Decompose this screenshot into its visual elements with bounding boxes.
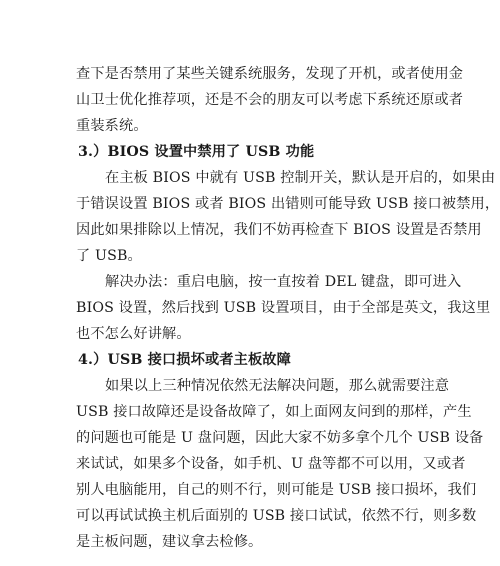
paragraph-line: 解决办法：重启电脑，按一直按着 DEL 键盘，即可进入: [105, 274, 462, 290]
section-heading-usb-port: 4.）USB 接口损坏或者主板故障: [78, 352, 291, 368]
paragraph-line: 山卫士优化推荐项，还是不会的朋友可以考虑下系统还原或者: [76, 92, 464, 108]
paragraph-line: 在主板 BIOS 中就有 USB 控制开关，默认是开启的，如果由: [105, 170, 496, 186]
paragraph-line: 因此如果排除以上情况，我们不妨再检查下 BIOS 设置是否禁用: [76, 222, 482, 238]
paragraph-line: USB 接口故障还是设备故障了，如上面网友问到的那样，产生: [76, 404, 472, 420]
paragraph-line: 也不怎么好讲解。: [76, 326, 191, 342]
paragraph-line: 了 USB。: [76, 248, 142, 264]
paragraph-line: 查下是否禁用了某些关键系统服务，发现了开机，或者使用金: [76, 66, 464, 82]
paragraph-line: 来试试，如果多个设备，如手机、U 盘等都不可以用，又或者: [76, 456, 466, 472]
paragraph-line: 别人电脑能用，自己的则不行，则可能是 USB 接口损坏，我们: [76, 482, 477, 498]
paragraph-line: 是主板问题，建议拿去检修。: [76, 534, 263, 550]
paragraph-line: 重装系统。: [76, 118, 148, 134]
paragraph-line: 于错误设置 BIOS 或者 BIOS 出错则可能导致 USB 接口被禁用，: [76, 196, 500, 212]
paragraph-line: 如果以上三种情况依然无法解决问题，那么就需要注意: [105, 378, 450, 394]
section-heading-bios: 3.）BIOS 设置中禁用了 USB 功能: [78, 144, 315, 160]
paragraph-line: 的问题也可能是 U 盘问题，因此大家不妨多拿个几个 USB 设备: [76, 430, 484, 446]
paragraph-line: 可以再试试换主机后面别的 USB 接口试试，依然不行，则多数: [76, 508, 477, 524]
paragraph-line: BIOS 设置，然后找到 USB 设置项目，由于全部是英文，我这里: [76, 300, 491, 316]
